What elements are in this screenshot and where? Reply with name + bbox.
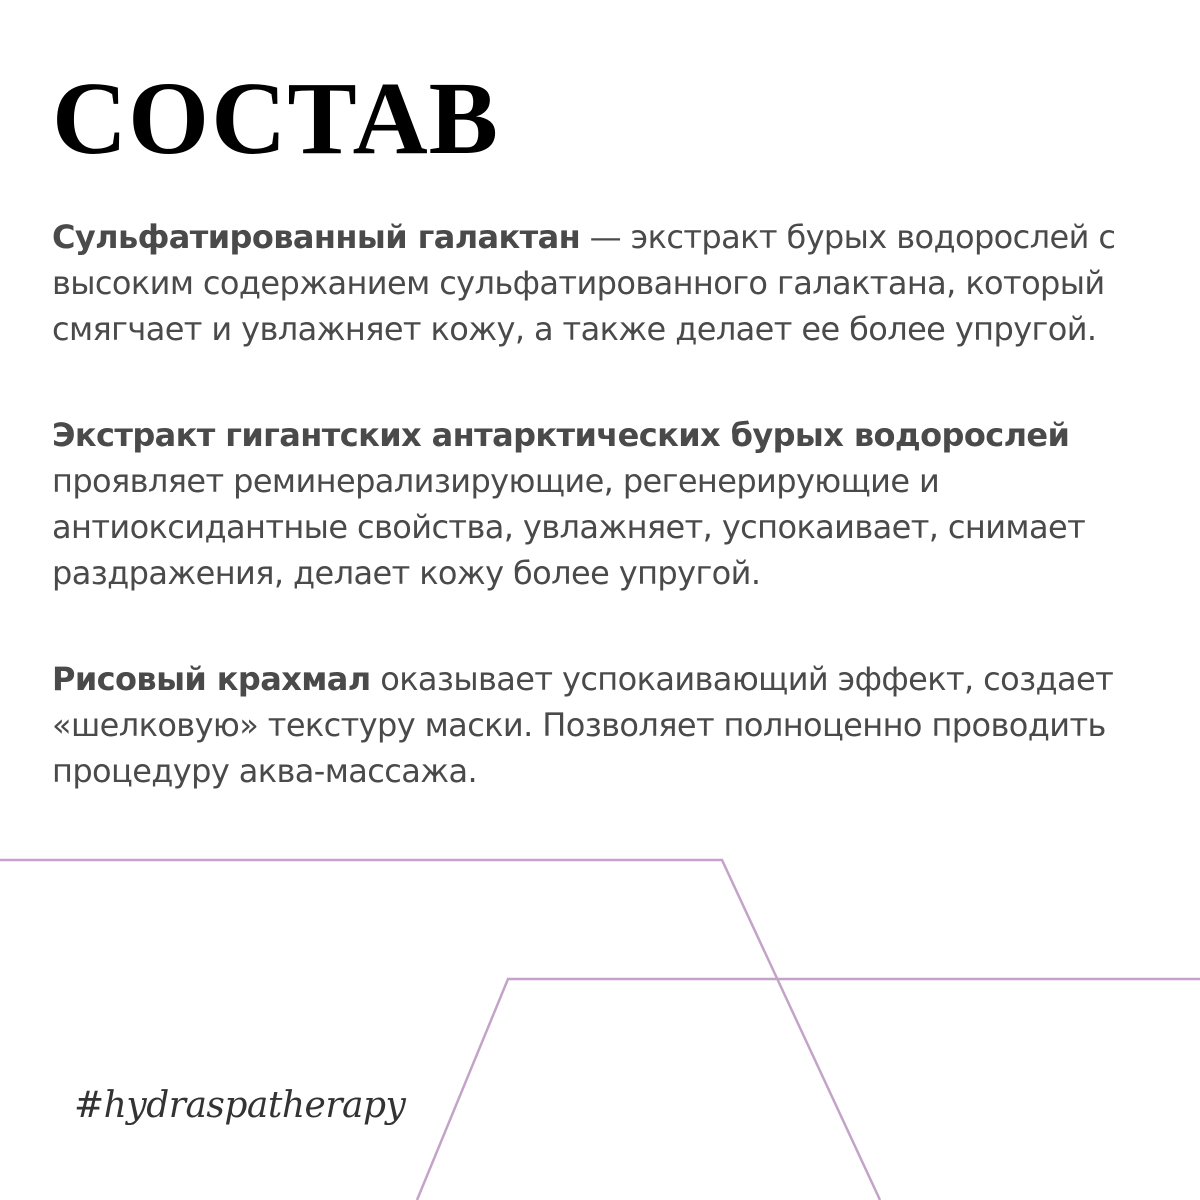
ingredient-antarctic-algae-extract (52, 412, 1172, 596)
ingredient-description: проявляет реминерализирующие, регенерирующие и антиоксидантные свойства, увлажняет, успокаивает, снимает раздражения, делает кожу более упругой. (52, 462, 1086, 592)
ingredient-name: Сульфатированный галактан (52, 218, 581, 256)
ingredient-description: оказывает успокаивающий эффект, создает «шелковую» текстуру маски. Позволяет полноценно проводить процедуру аква-массажа. (52, 660, 1114, 790)
ingredient-name: Рисовый крахмал (52, 660, 371, 698)
ingredient-rice-starch (52, 656, 1172, 794)
decorative-line-lower (417, 979, 1200, 1200)
ingredient-sulfated-galactan (52, 214, 1172, 352)
page-title: СОСТАВ (52, 61, 500, 176)
ingredients-list (52, 214, 1172, 854)
hashtag-text: #hydraspatherapy (74, 1085, 406, 1126)
ingredient-name: Экстракт гигантских антарктических бурых водорослей (52, 416, 1070, 454)
decorative-line-upper (0, 860, 880, 1200)
ingredient-description: — экстракт бурых водорослей с высоким содержанием сульфатированного галактана, который смягчает и увлажняет кожу, а также делает ее более упругой. (52, 218, 1116, 348)
